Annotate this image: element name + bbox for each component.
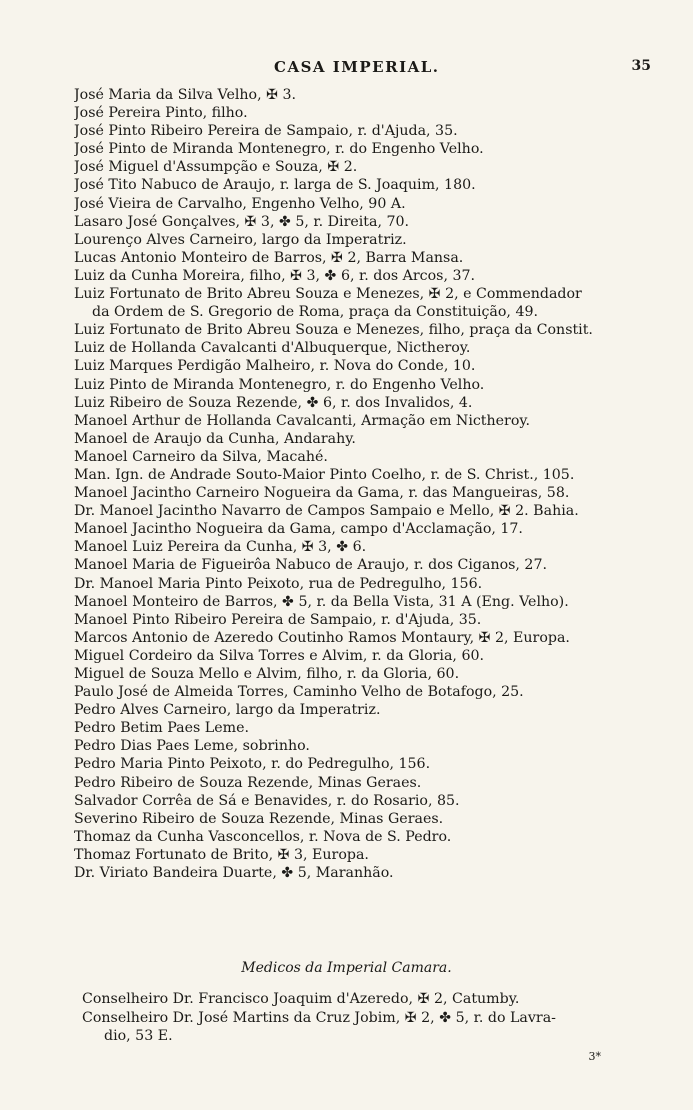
list-item: Manoel Maria de Figueirôa Nabuco de Araujo, r. dos Ciganos, 27. bbox=[74, 557, 547, 574]
list-item: José Pereira Pinto, filho. bbox=[74, 105, 248, 122]
list-item: Luiz Pinto de Miranda Montenegro, r. do Engenho Velho. bbox=[74, 376, 485, 393]
section-title: Medicos da Imperial Camara. bbox=[241, 960, 452, 976]
physician-list bbox=[82, 990, 652, 1046]
list-item: Luiz Fortunato de Brito Abreu Souza e Menezes, filho, praça da Constit. bbox=[74, 322, 593, 339]
list-item: Paulo José de Almeida Torres, Caminho Velho de Botafogo, 25. bbox=[74, 684, 524, 701]
list-item: Manoel Arthur de Hollanda Cavalcanti, Armação em Nictheroy. bbox=[74, 412, 531, 429]
list-item: Pedro Betim Paes Leme. bbox=[74, 720, 249, 737]
list-item-continuation: da Ordem de S. Gregorio de Roma, praça da Constituição, 49. bbox=[92, 304, 539, 321]
list-item: Thomaz da Cunha Vasconcellos, r. Nova de S. Pedro. bbox=[74, 828, 452, 845]
list-item: Pedro Alves Carneiro, largo da Imperatriz. bbox=[74, 702, 381, 719]
list-item: Luiz Marques Perdigão Malheiro, r. Nova do Conde, 10. bbox=[74, 358, 476, 375]
list-item: Dr. Manoel Jacintho Navarro de Campos Sampaio e Mello, ✠ 2. Bahia. bbox=[74, 503, 579, 520]
list-item: Conselheiro Dr. Francisco Joaquim d'Azeredo, ✠ 2, Catumby. bbox=[82, 991, 520, 1007]
entry-list bbox=[74, 86, 654, 882]
list-item: Lasaro José Gonçalves, ✠ 3, ✤ 5, r. Direita, 70. bbox=[74, 213, 410, 230]
list-item: José Pinto Ribeiro Pereira de Sampaio, r. d'Ajuda, 35. bbox=[74, 123, 458, 140]
list-item: Pedro Maria Pinto Peixoto, r. do Pedregulho, 156. bbox=[74, 756, 431, 773]
list-item: José Tito Nabuco de Araujo, r. larga de S. Joaquim, 180. bbox=[74, 177, 476, 194]
signature-mark: 3* bbox=[588, 1050, 601, 1063]
list-item: Severino Ribeiro de Souza Rezende, Minas Geraes. bbox=[74, 810, 444, 827]
running-head: CASA IMPERIAL. bbox=[274, 58, 440, 76]
list-item: Manoel Pinto Ribeiro Pereira de Sampaio, r. d'Ajuda, 35. bbox=[74, 611, 482, 628]
list-item: Luiz da Cunha Moreira, filho, ✠ 3, ✤ 6, r. dos Arcos, 37. bbox=[74, 267, 476, 284]
list-item: Conselheiro Dr. José Martins da Cruz Jobim, ✠ 2, ✤ 5, r. do Lavra- bbox=[82, 1009, 556, 1026]
list-item: Miguel Cordeiro da Silva Torres e Alvim, r. da Gloria, 60. bbox=[74, 647, 485, 664]
list-item: Pedro Dias Paes Leme, sobrinho. bbox=[74, 738, 310, 755]
list-item: Marcos Antonio de Azeredo Coutinho Ramos Montaury, ✠ 2, Europa. bbox=[74, 629, 570, 646]
list-item: Manoel Luiz Pereira da Cunha, ✠ 3, ✤ 6. bbox=[74, 539, 367, 556]
page-header bbox=[0, 58, 693, 80]
list-item-continuation: dio, 53 E. bbox=[104, 1028, 173, 1044]
list-item: Luiz Fortunato de Brito Abreu Souza e Menezes, ✠ 2, e Commendador bbox=[74, 286, 582, 303]
list-item: José Maria da Silva Velho, ✠ 3. bbox=[74, 87, 297, 103]
list-item: Manoel Monteiro de Barros, ✤ 5, r. da Bella Vista, 31 A (Eng. Velho). bbox=[74, 593, 569, 610]
list-item: Manoel de Araujo da Cunha, Andarahy. bbox=[74, 430, 356, 447]
page-number: 35 bbox=[631, 58, 651, 74]
list-item: Luiz Ribeiro de Souza Rezende, ✤ 6, r. dos Invalidos, 4. bbox=[74, 394, 473, 411]
list-item: José Vieira de Carvalho, Engenho Velho, 90 A. bbox=[74, 195, 406, 212]
list-item: Thomaz Fortunato de Brito, ✠ 3, Europa. bbox=[74, 846, 369, 863]
list-item: Salvador Corrêa de Sá e Benavides, r. do Rosario, 85. bbox=[74, 792, 460, 809]
list-item: Lourenço Alves Carneiro, largo da Imperatriz. bbox=[74, 231, 407, 248]
list-item: José Miguel d'Assumpção e Souza, ✠ 2. bbox=[74, 159, 358, 176]
list-item: Manoel Jacintho Carneiro Nogueira da Gama, r. das Mangueiras, 58. bbox=[74, 485, 570, 502]
list-item: Lucas Antonio Monteiro de Barros, ✠ 2, Barra Mansa. bbox=[74, 249, 464, 266]
list-item: Manoel Carneiro da Silva, Macahé. bbox=[74, 448, 328, 465]
list-item: Man. Ign. de Andrade Souto-Maior Pinto Coelho, r. de S. Christ., 105. bbox=[74, 466, 575, 483]
list-item: Manoel Jacintho Nogueira da Gama, campo d'Acclamação, 17. bbox=[74, 521, 523, 538]
list-item: Dr. Viriato Bandeira Duarte, ✤ 5, Maranhão. bbox=[74, 865, 394, 882]
list-item: Pedro Ribeiro de Souza Rezende, Minas Geraes. bbox=[74, 774, 422, 791]
list-item: Luiz de Hollanda Cavalcanti d'Albuquerque, Nictheroy. bbox=[74, 340, 471, 357]
list-item: José Pinto de Miranda Montenegro, r. do Engenho Velho. bbox=[74, 141, 484, 158]
list-item: Dr. Manoel Maria Pinto Peixoto, rua de Pedregulho, 156. bbox=[74, 575, 483, 592]
list-item: Miguel de Souza Mello e Alvim, filho, r. da Gloria, 60. bbox=[74, 666, 460, 682]
